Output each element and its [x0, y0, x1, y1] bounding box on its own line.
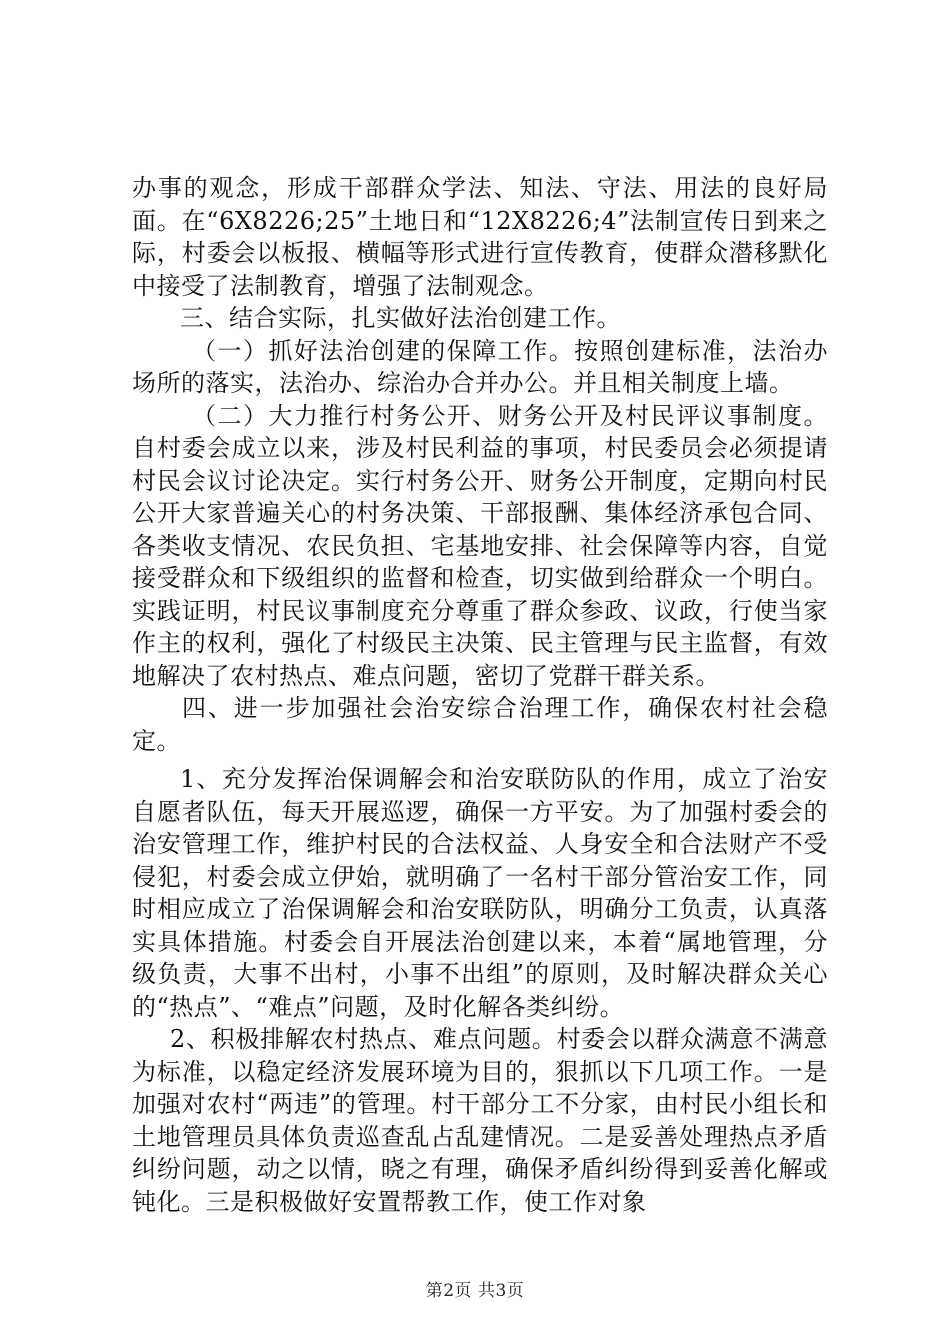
paragraph-item-one: 1、充分发挥治保调解会和治安联防队的作用，成立了治安自愿者队伍，每天开展巡逻，确保一方平安。为了加强村委会的治安管理工作，维护村民的合法权益、人身安全和合法财产不受侵犯，村委会成立伊始，就明确了一名村干部分管治安工作，同时相应成立了治保调解会和治安联防队，明确分工负责，认真落实具体措施。村委会自开展法治创建以来，本着“属地管理，分级负责，大事不出村，小事不出组”的原则，及时解决群众关心的“热点”、“难点”问题，及时化解各类纠纷。 — [132, 765, 828, 1021]
paragraph-legal-education: 办事的观念，形成干部群众学法、知法、守法、用法的良好局面。在“6X8226;25”土地日和“12X8226;4”法制宣传日到来之际，村委会以板报、横幅等形式进行宣传教育，使群众潜移默化中接受了法制教育，增强了法制观念。 — [132, 174, 828, 300]
paragraph-subsection-one: （一）抓好法治创建的保障工作。按照创建标准，法治办场所的落实，法治办、综治办合并办公。并且相关制度上墙。 — [132, 336, 828, 397]
section-heading-four: 四、进一步加强社会治安综合治理工作，确保农村社会稳定。 — [132, 694, 828, 755]
paragraph-subsection-two: （二）大力推行村务公开、财务公开及村民评议事制度。自村委会成立以来，涉及村民利益的事项，村民委员会必须提请村民会议讨论决定。实行村务公开、财务公开制度，定期向村民公开大家普遍关心的村务决策、干部报酬、集体经济承包合同、各类收支情况、农民负担、宅基地安排、社会保障等内容，自觉接受群众和下级组织的监督和检查，切实做到给群众一个明白。实践证明，村民议事制度充分尊重了群众参政、议政，行使当家作主的权利，强化了村级民主决策、民主管理与民主监督，有效地解决了农村热点、难点问题，密切了党群干群关系。 — [132, 401, 828, 690]
document-body — [132, 172, 828, 1218]
page-footer: 第2页 共3页 — [425, 1281, 525, 1301]
section-heading-three: 三、结合实际，扎实做好法治创建工作。 — [180, 304, 621, 332]
paragraph-item-two: 2、积极排解农村热点、难点问题。村委会以群众满意不满意为标准，以稳定经济发展环境为目的，狠抓以下几项工作。一是加强对农村“两违”的管理。村干部分工不分家，由村民小组长和土地管理员具体负责巡查乱占乱建情况。二是妥善处理热点矛盾纠纷问题，动之以情，晓之有理，确保矛盾纠纷得到妥善化解或钝化。三是积极做好安置帮教工作，使工作对象 — [132, 1025, 828, 1216]
